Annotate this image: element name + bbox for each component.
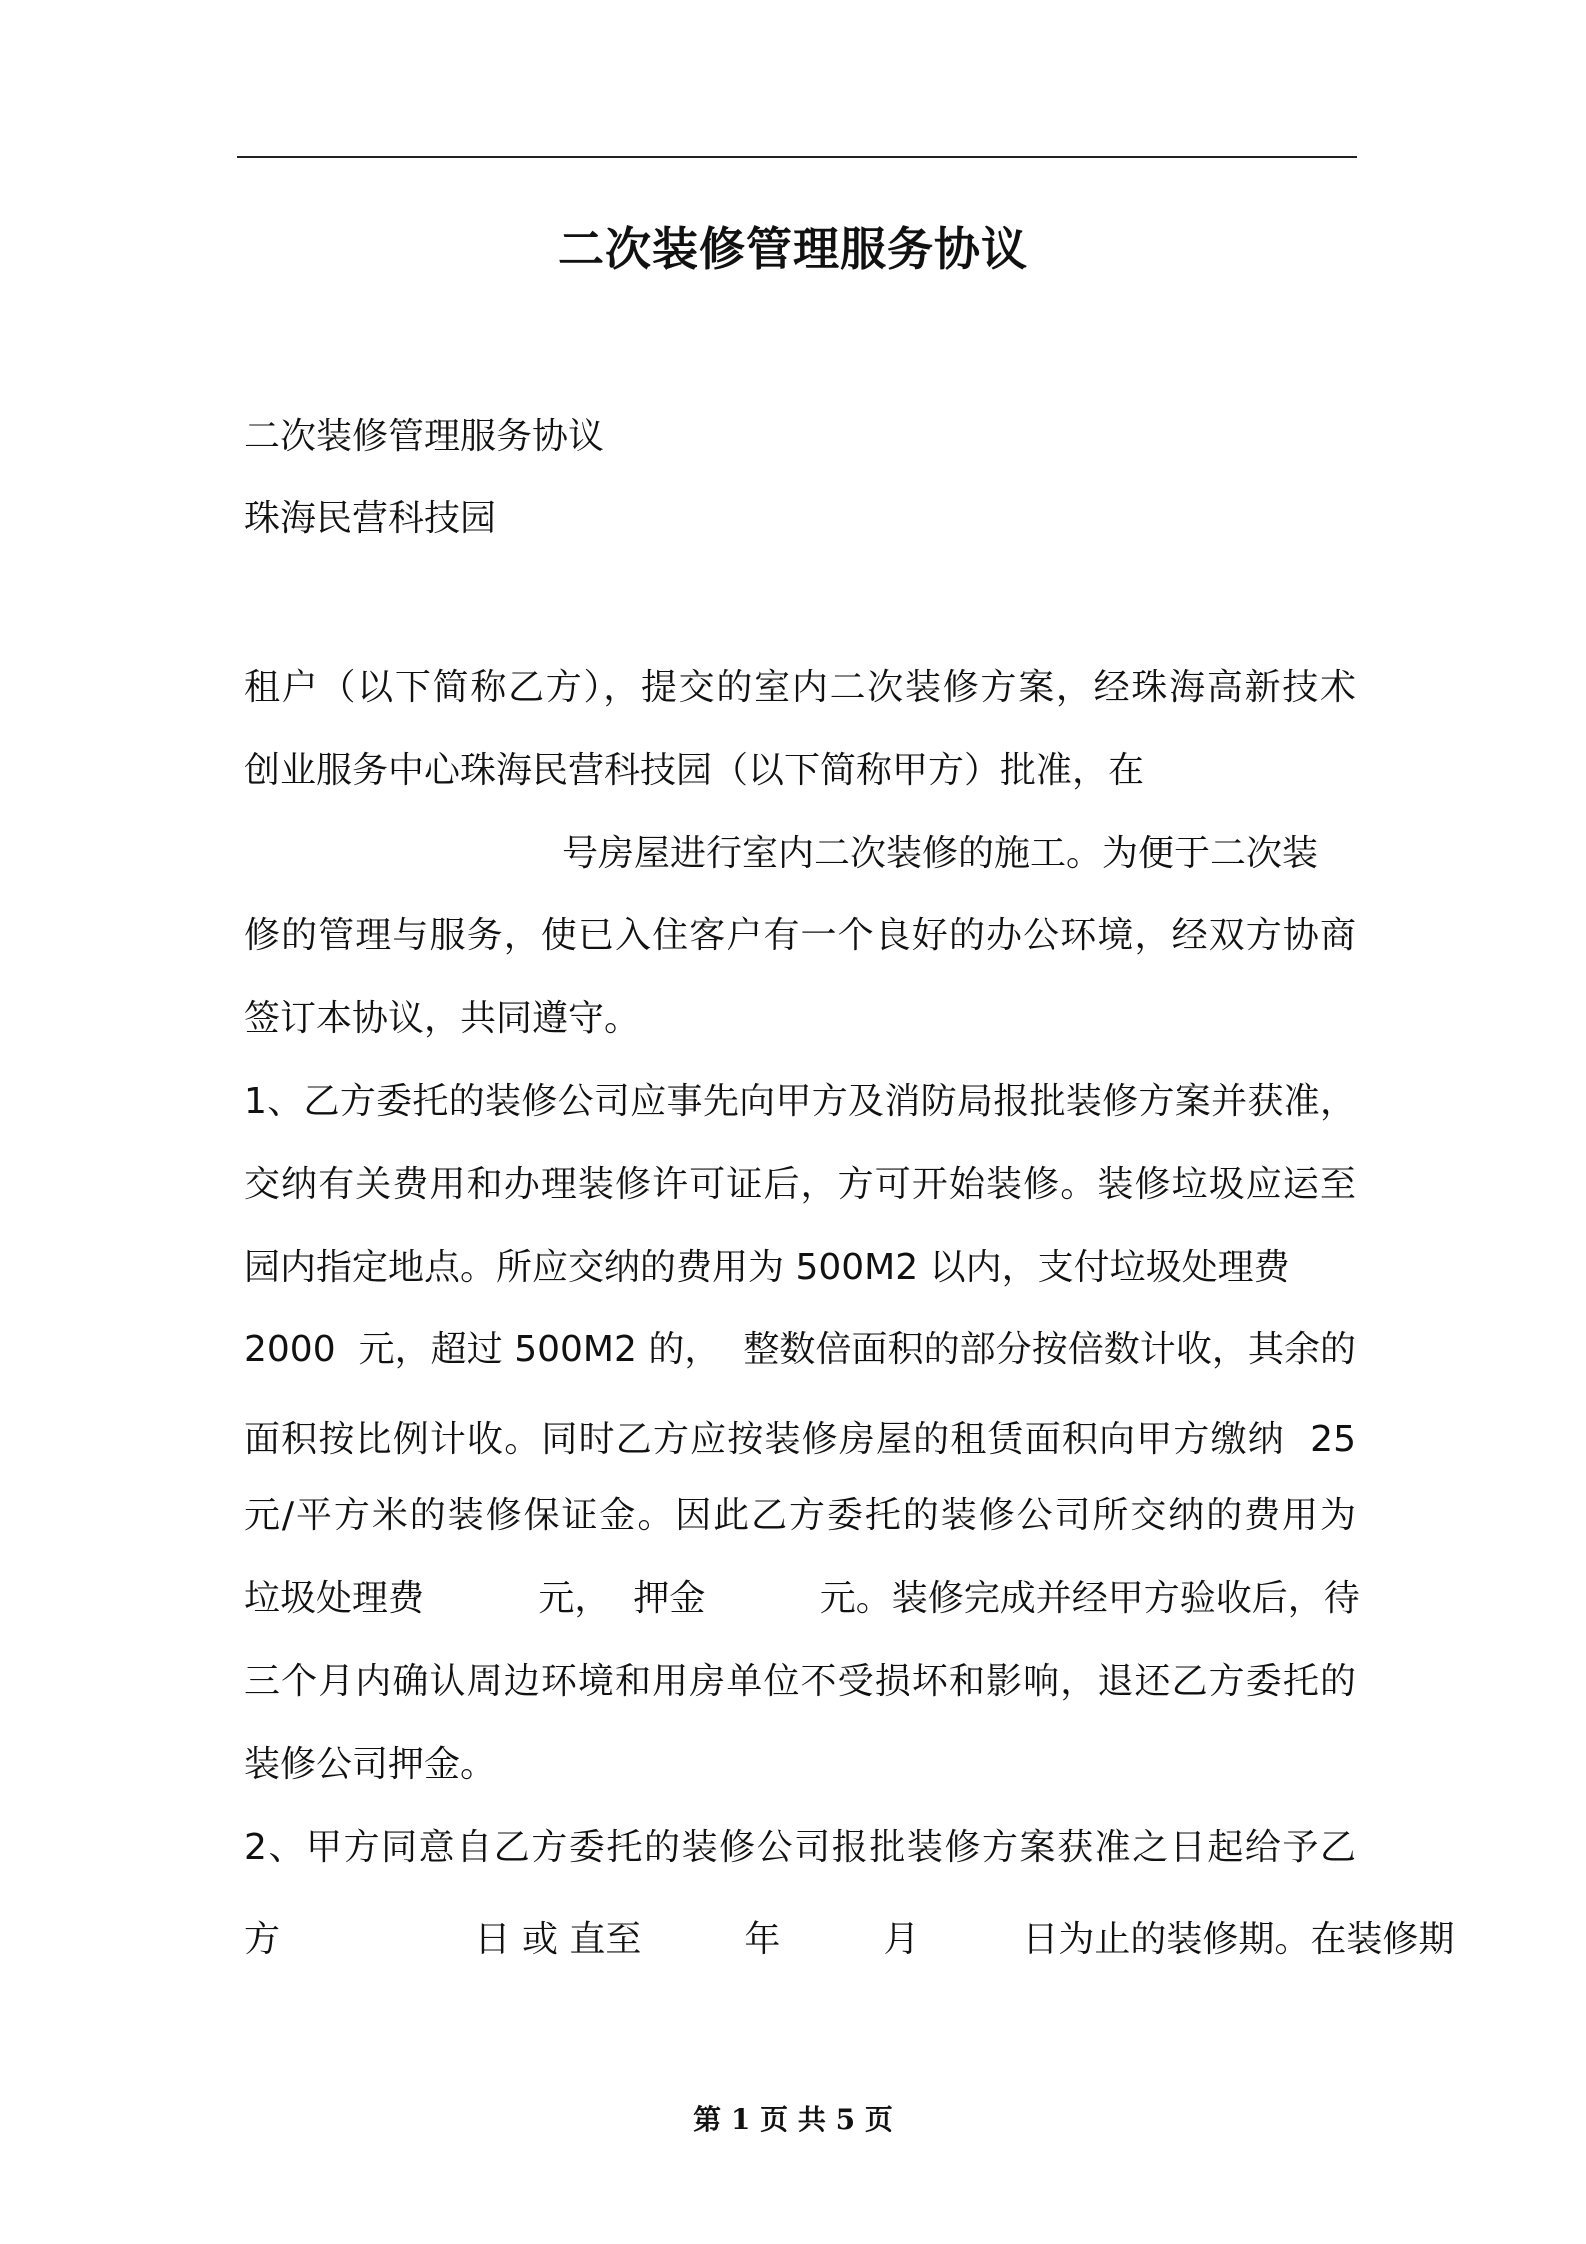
page-footer: 第 1 页 共 5 页 (693, 2103, 893, 2136)
clause-1-line-5: 面积按比例计收。同时乙方应按装修房屋的租赁面积向甲方缴纳 25 (244, 1419, 1356, 1460)
subtitle: 二次装修管理服务协议 (244, 416, 605, 457)
organization: 珠海民营科技园 (244, 498, 497, 539)
body-line-1: 租户（以下简称乙方），提交的室内二次装修方案，经珠海高新技术 (244, 667, 1356, 708)
clause-1-line-2: 交纳有关费用和办理装修许可证后，方可开始装修。装修垃圾应运至 (244, 1164, 1356, 1205)
body-line-4: 修的管理与服务，使已入住客户有一个良好的办公环境，经双方协商 (244, 915, 1356, 956)
body-line-5: 签订本协议，共同遵守。 (244, 998, 641, 1039)
clause-2-line-1: 2、甲方同意自乙方委托的装修公司报批装修方案获准之日起给予乙 (244, 1827, 1356, 1868)
clause-1-line-1: 1、乙方委托的装修公司应事先向甲方及消防局报批装修方案并获准， (244, 1081, 1356, 1122)
clause-2-line-2: 方 日 或 直至 年 月 日为止的装修期。在装修期 (244, 1919, 1455, 1960)
clause-1-line-3: 园内指定地点。所应交纳的费用为 500M2 以内，支付垃圾处理费 (244, 1247, 1290, 1288)
clause-1-line-9: 装修公司押金。 (244, 1744, 497, 1785)
document-title: 二次装修管理服务协议 (558, 222, 1028, 276)
body-line-3: 号房屋进行室内二次装修的施工。为便于二次装 (562, 833, 1319, 874)
clause-1-line-4: 2000 元，超过 500M2 的， 整数倍面积的部分按倍数计收，其余的 (244, 1329, 1356, 1370)
body-line-2: 创业服务中心珠海民营科技园（以下简称甲方）批准，在 (244, 750, 1145, 791)
clause-1-line-6: 元/平方米的装修保证金。因此乙方委托的装修公司所交纳的费用为 (244, 1495, 1356, 1536)
clause-1-line-7: 垃圾处理费 元， 押金 元。装修完成并经甲方验收后，待 (244, 1578, 1360, 1619)
header-rule (237, 156, 1357, 158)
clause-1-line-8: 三个月内确认周边环境和用房单位不受损坏和影响，退还乙方委托的 (244, 1661, 1356, 1702)
